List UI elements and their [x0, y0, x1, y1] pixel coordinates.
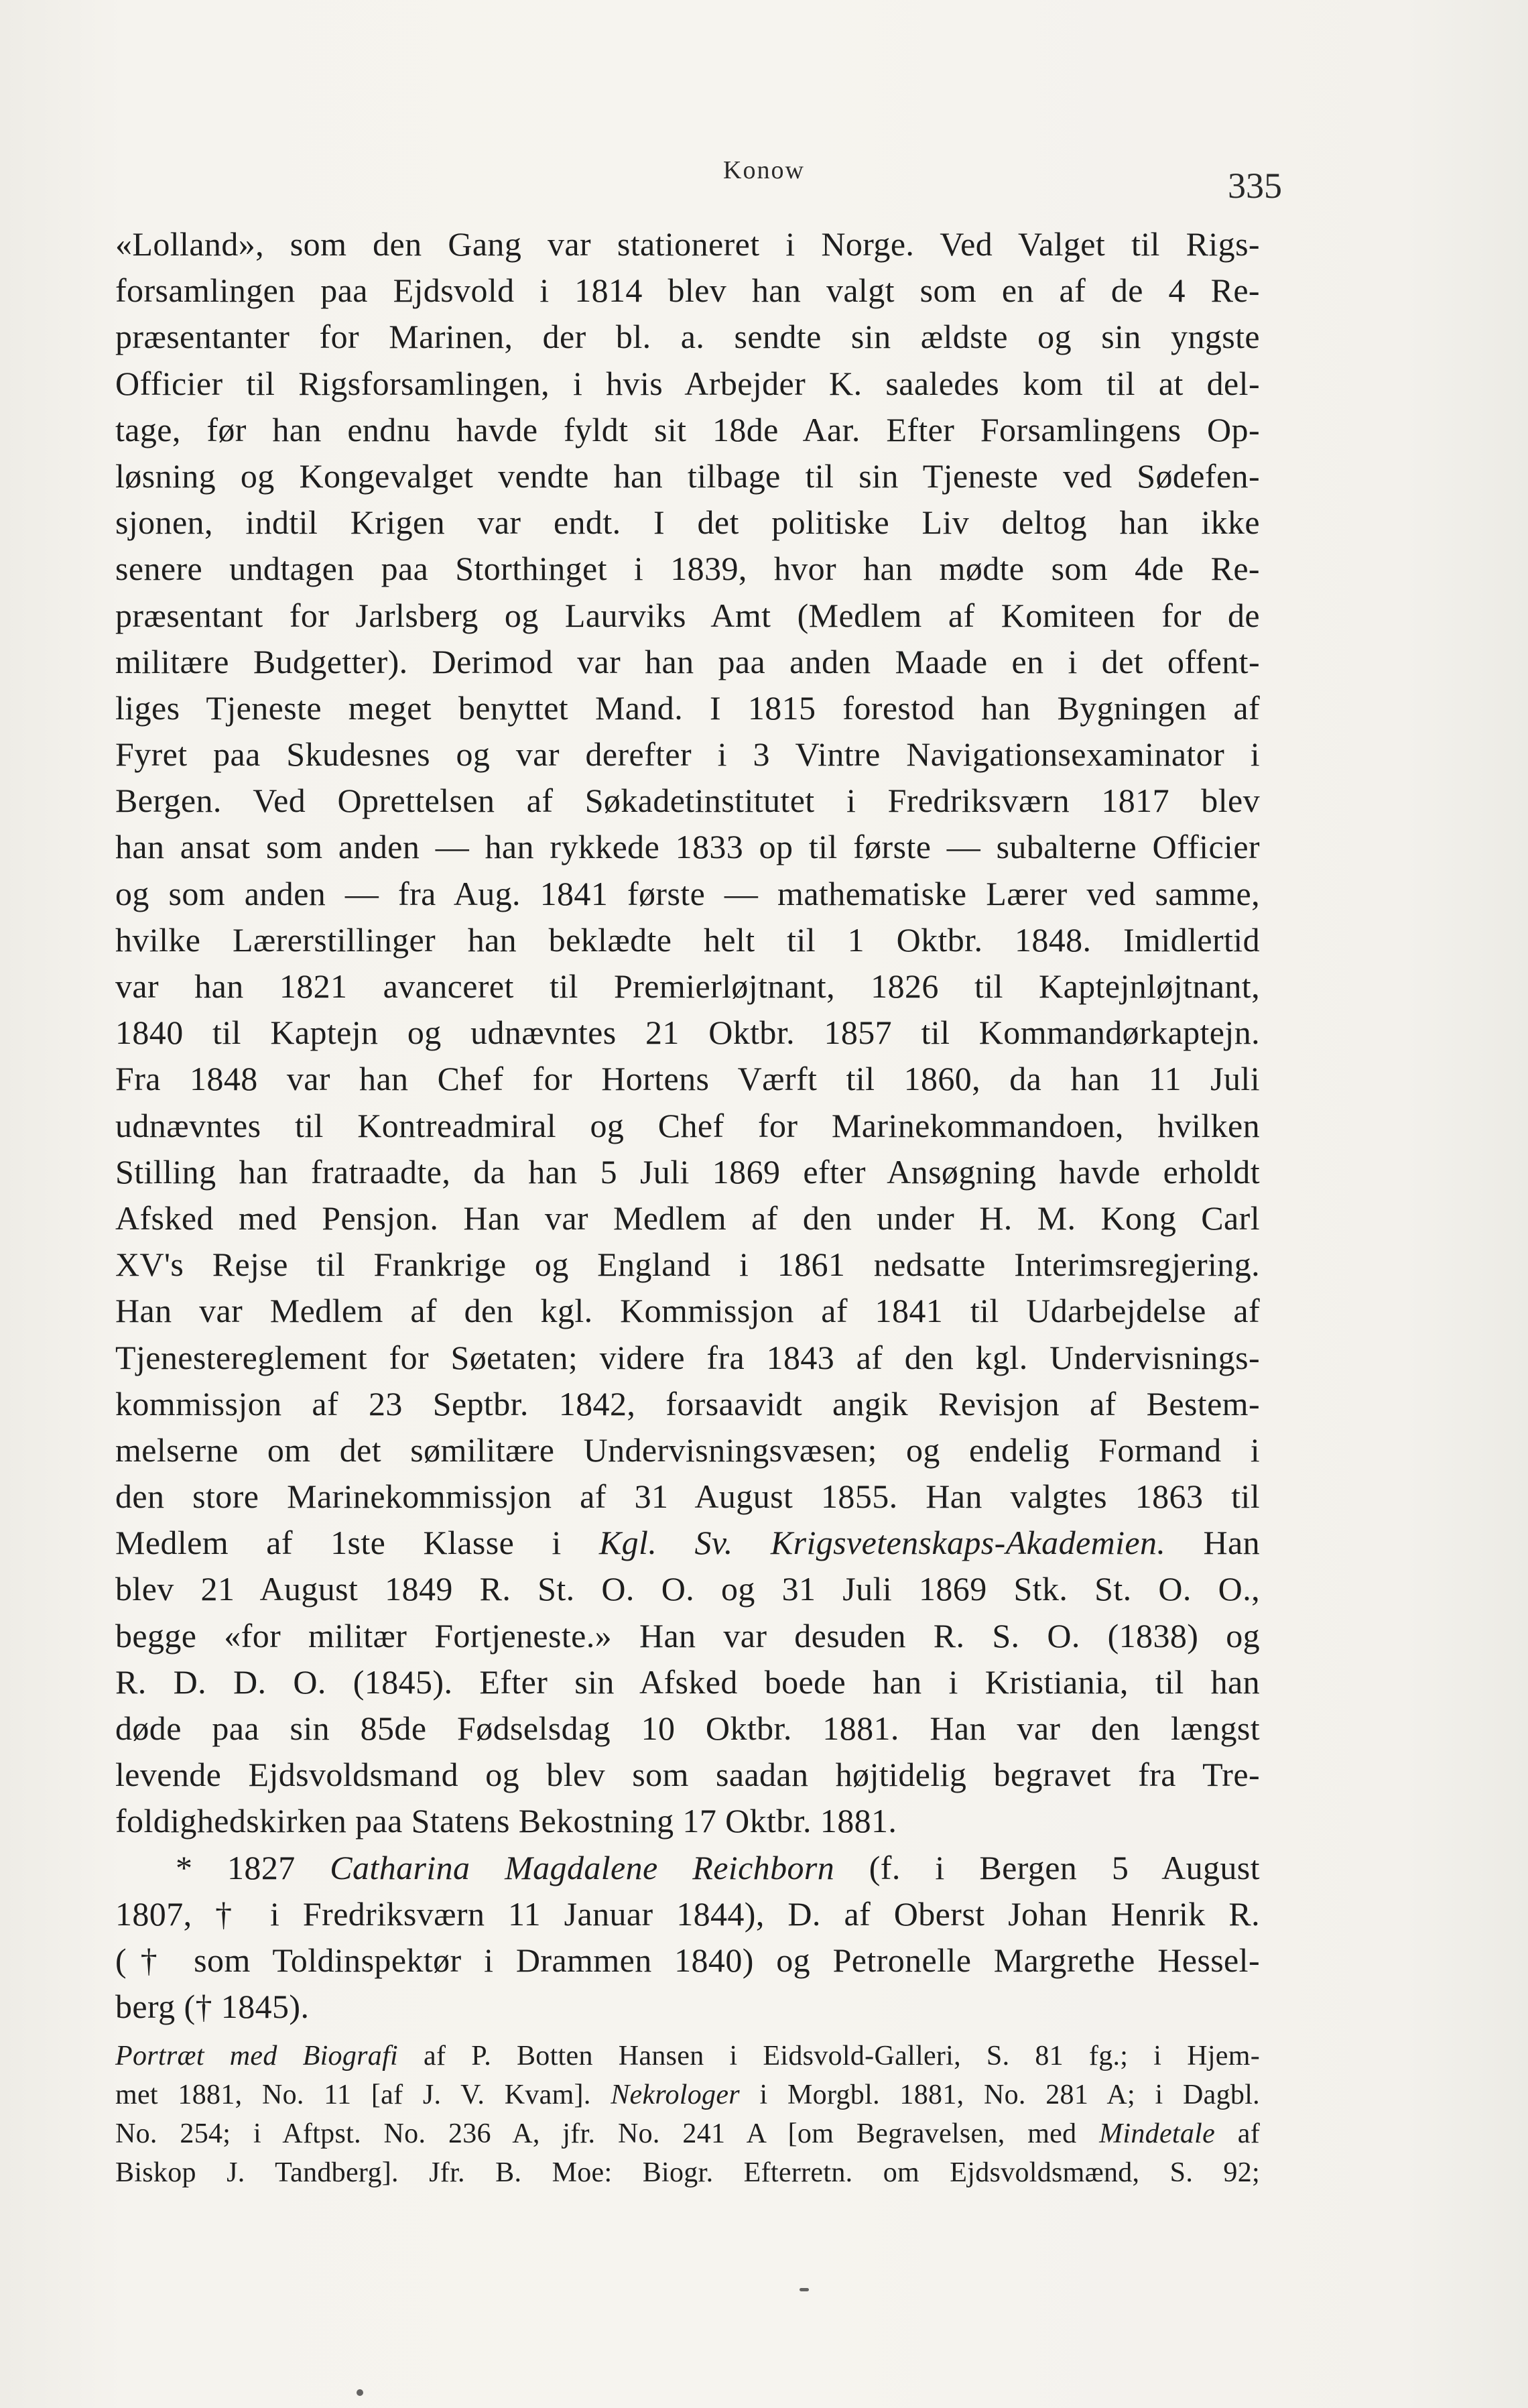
text-line: præsentant for Jarlsberg og Laurviks Amt (Medlem af Komiteen for de	[115, 596, 1260, 634]
text-line: sjonen, indtil Krigen var endt. I det politiske Liv deltog han ikke	[115, 503, 1260, 542]
text-line: 1840 til Kaptejn og udnævntes 21 Oktbr. 1857 til Kommandørkaptejn.	[115, 1014, 1260, 1052]
text-line: forsamlingen paa Ejdsvold i 1814 blev han valgt som en af de 4 Re-	[115, 272, 1260, 310]
text-line: præsentanter for Marinen, der bl. a. sendte sin ældste og sin yngste	[115, 318, 1260, 356]
text-line: Han var Medlem af den kgl. Kommissjon af 1841 til Udarbejdelse af	[115, 1292, 1260, 1330]
sources-line: Portræt med Biografi af P. Botten Hansen i Eidsvold-Galleri, S. 81 fg.; i Hjem-	[115, 2041, 1260, 2072]
text-line: Stilling han fratraadte, da han 5 Juli 1869 efter Ansøgning havde erholdt	[115, 1152, 1260, 1191]
page-number: 335	[1228, 166, 1282, 206]
text-line: løsning og Kongevalget vendte han tilbage til sin Tjeneste ved Sødefen-	[115, 457, 1260, 495]
ink-speck	[357, 2389, 363, 2396]
text-line: var han 1821 avanceret til Premierløjtnant, 1826 til Kaptejnløjtnant,	[115, 967, 1260, 1005]
text-line: blev 21 August 1849 R. St. O. O. og 31 Juli 1869 Stk. St. O. O.,	[115, 1570, 1260, 1608]
text-line: tage, før han endnu havde fyldt sit 18de Aar. Efter Forsamlingens Op-	[115, 410, 1260, 448]
text-line: Fra 1848 var han Chef for Hortens Værft til 1860, da han 11 Juli	[115, 1060, 1260, 1098]
text-line: berg († 1845).	[115, 1988, 310, 2026]
text-line: «Lolland», som den Gang var stationeret i Norge. Ved Valget til Rigs-	[115, 225, 1260, 263]
sources-line: Biskop J. Tandberg]. Jfr. B. Moe: Biogr. Efterretn. om Ejdsvoldsmænd, S. 92;	[115, 2157, 1260, 2189]
sources-line: No. 254; i Aftpst. No. 236 A, jfr. No. 241 A [om Begravelsen, med Mindetale af	[115, 2118, 1260, 2150]
text-line: den store Marinekommissjon af 31 August 1855. Han valgtes 1863 til	[115, 1478, 1260, 1516]
biography-paragraph-continued	[115, 1566, 1260, 1844]
text-line: foldighedskirken paa Statens Bekostning 17 Oktbr. 1881.	[115, 1802, 897, 1840]
text-line: R. D. D. O. (1845). Efter sin Afsked boede han i Kristiania, til han	[115, 1663, 1260, 1701]
text-line: Officier til Rigsforsamlingen, i hvis Arbejder K. saaledes kom til at del-	[115, 364, 1260, 402]
memorial-label: Mindetale	[1099, 2118, 1216, 2150]
text-line: 1807, † i Fredriksværn 11 Januar 1844), D. af Oberst Johan Henrik R.	[115, 1894, 1260, 1933]
running-title: Konow	[723, 156, 805, 184]
text-line: døde paa sin 85de Fødselsdag 10 Oktbr. 1881. Han var den længst	[115, 1709, 1260, 1747]
text-line: melserne om det sømilitære Undervisningsvæsen; og endelig Formand i	[115, 1431, 1260, 1469]
text-line: udnævntes til Kontreadmiral og Chef for Marinekommandoen, hvilken	[115, 1106, 1260, 1144]
text-line: hvilke Lærerstillinger han beklædte helt til 1 Oktbr. 1848. Imidlertid	[115, 920, 1260, 959]
text-line: senere undtagen paa Storthinget i 1839, hvor han mødte som 4de Re-	[115, 550, 1260, 588]
spouse-name: Catharina Magdalene Reichborn	[330, 1848, 835, 1886]
text-line: begge «for militær Fortjeneste.» Han var desuden R. S. O. (1838) og	[115, 1616, 1260, 1654]
text-line: Afsked med Pensjon. Han var Medlem af den under H. M. Kong Carl	[115, 1199, 1260, 1237]
text-line: († som Toldinspektør i Drammen 1840) og Petronelle Margrethe Hessel-	[115, 1941, 1260, 1979]
portrait-label: Portræt med Biografi	[115, 2041, 399, 2072]
body-text	[115, 221, 1260, 2192]
necrology-label: Nekrologer	[611, 2080, 740, 2111]
text-line: militære Budgetter). Derimod var han paa anden Maade en i det offent-	[115, 642, 1260, 680]
marriage-line: * 1827 Catharina Magdalene Reichborn (f. i Bergen 5 August	[176, 1848, 1260, 1886]
sources-line: met 1881, No. 11 [af J. V. Kvam]. Nekrologer i Morgbl. 1881, No. 281 A; i Dagbl.	[115, 2080, 1260, 2111]
text-line: kommissjon af 23 Septbr. 1842, forsaavidt angik Revisjon af Bestem-	[115, 1384, 1260, 1423]
text-line: XV's Rejse til Frankrige og England i 1861 nedsatte Interimsregjering.	[115, 1246, 1260, 1284]
text-line: og som anden — fra Aug. 1841 første — mathematiske Lærer ved samme,	[115, 874, 1260, 912]
text-line: Tjenestereglement for Søetaten; videre fra 1843 af den kgl. Undervisnings-	[115, 1338, 1260, 1376]
text-line: Bergen. Ved Oprettelsen af Søkadetinstitutet i Fredriksværn 1817 blev	[115, 782, 1260, 820]
text-line: Fyret paa Skudesnes og var derefter i 3 Vintre Navigationsexaminator i	[115, 735, 1260, 774]
ink-speck	[800, 2288, 809, 2291]
biography-paragraph	[115, 221, 1260, 1520]
text-line: levende Ejdsvoldsmand og blev som saadan højtidelig begravet fra Tre-	[115, 1756, 1260, 1794]
text-line: han ansat som anden — han rykkede 1833 op til første — subalterne Officier	[115, 828, 1260, 866]
text-line-academy: Medlem af 1ste Klasse i Kgl. Sv. Krigsvetenskaps-Akademien. Han	[115, 1524, 1261, 1562]
text-line: liges Tjeneste meget benyttet Mand. I 1815 forestod han Bygningen af	[115, 688, 1260, 727]
academy-name: Kgl. Sv. Krigsvetenskaps-Akademien.	[598, 1524, 1166, 1562]
marriage-paragraph	[115, 1891, 1260, 2031]
